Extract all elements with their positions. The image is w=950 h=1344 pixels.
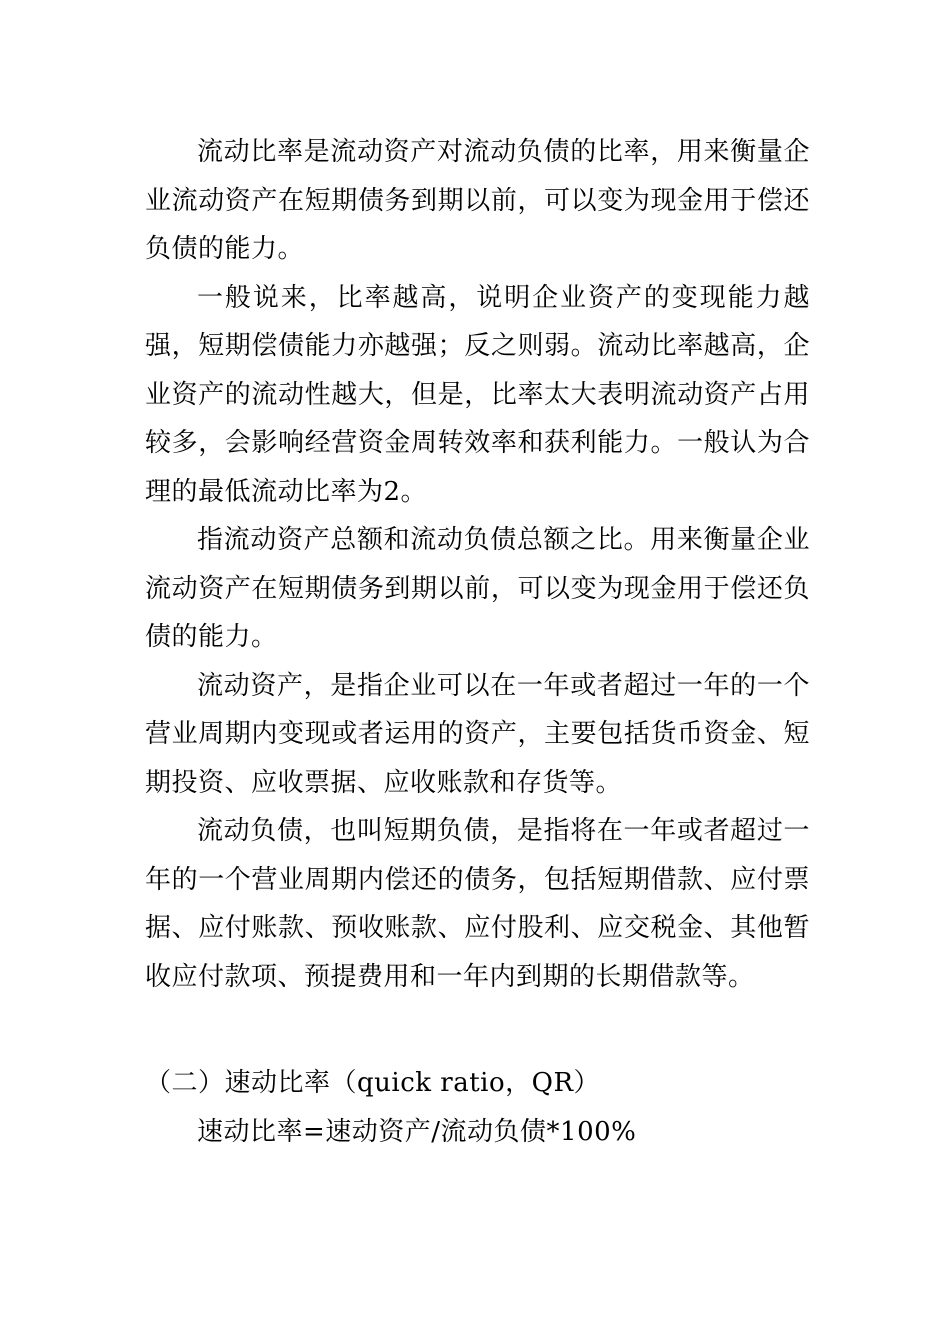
- paragraph-current-assets: 流动资产，是指企业可以在一年或者超过一年的一个营业周期内变现或者运用的资产，主要包括货币资金、短期投资、应收票据、应收账款和存货等。: [145, 670, 810, 798]
- quick-ratio-formula: 速动比率=速动资产/流动负债*100%: [197, 1116, 637, 1147]
- section-heading-quick-ratio: （二）速动比率（quick ratio，QR）: [145, 1068, 601, 1098]
- paragraph-current-liabilities: 流动负债，也叫短期负债，是指将在一年或者超过一年的一个营业周期内偿还的债务，包括短期借款、应付票据、应付账款、预收账款、应付股利、应交税金、其他暂收应付款项、预提费用和一年内到期的长期借款等。: [145, 816, 810, 992]
- paragraph-current-ratio-interpretation: 一般说来，比率越高，说明企业资产的变现能力越强，短期偿债能力亦越强；反之则弱。流动比率越高，企业资产的流动性越大，但是，比率太大表明流动资产占用较多，会影响经营资金周转效率和获利能力。一般认为合理的最低流动比率为2。: [145, 282, 810, 507]
- paragraph-current-ratio-definition: 流动比率是流动资产对流动负债的比率，用来衡量企业流动资产在短期债务到期以前，可以变为现金用于偿还负债的能力。: [145, 137, 810, 264]
- document-body: [145, 128, 810, 1156]
- paragraph-current-ratio-formula-note: 指流动资产总额和流动负债总额之比。用来衡量企业流动资产在短期债务到期以前，可以变为现金用于偿还负债的能力。: [145, 525, 810, 652]
